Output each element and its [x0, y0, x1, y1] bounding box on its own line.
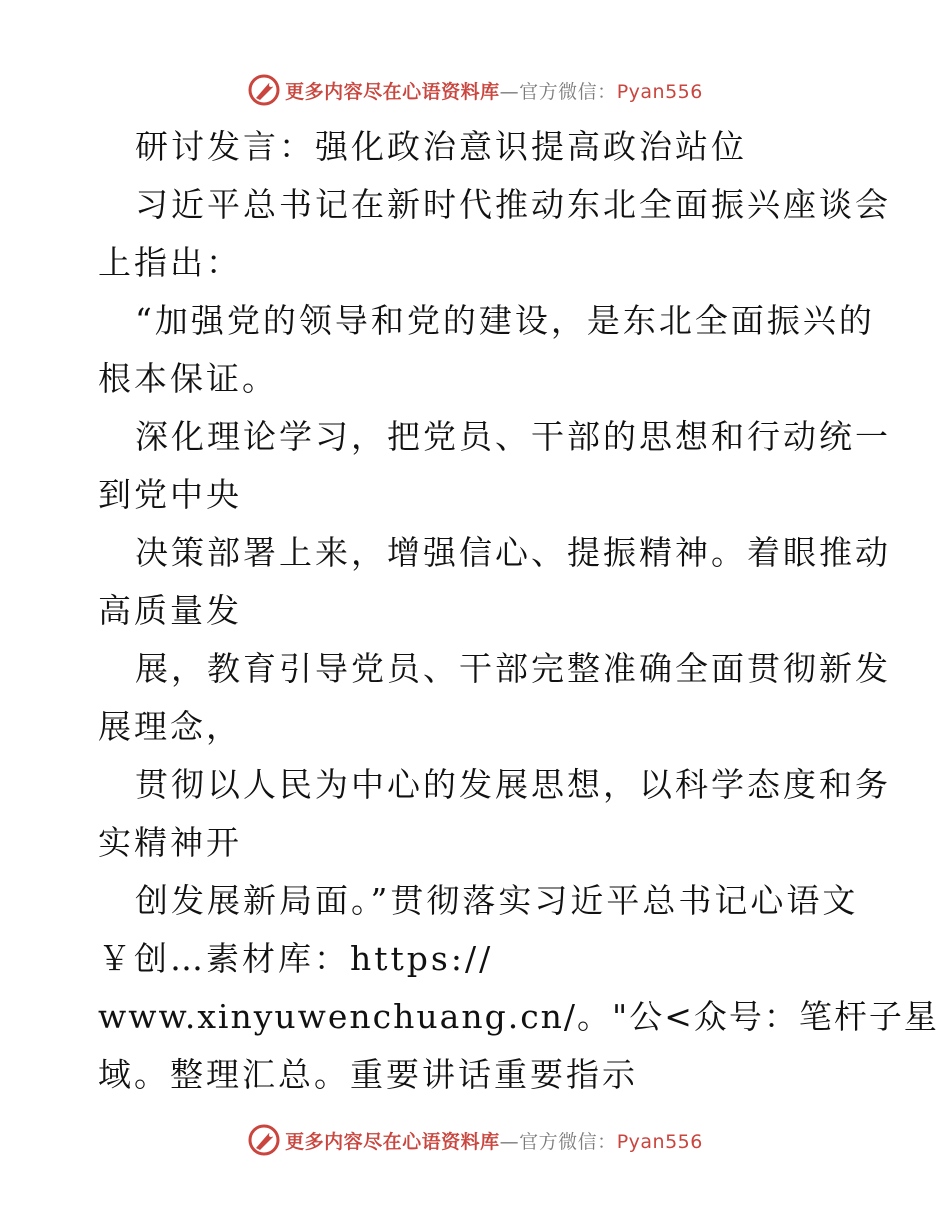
- paragraph-line: 深化理论学习，把党员、干部的思想和行动统一: [135, 417, 891, 456]
- paragraph-line: 到党中央: [98, 475, 242, 514]
- banner-text: [285, 1127, 703, 1154]
- paragraph-line: 展理念，: [98, 707, 242, 746]
- banner-wechat-label: —官方微信：: [499, 80, 617, 103]
- paragraph-line: 决策部署上来，增强信心、提振精神。着眼推动: [135, 533, 891, 572]
- paragraph-line: 高质量发: [98, 591, 242, 630]
- paragraph-line: “加强党的领导和党的建设，是东北全面振兴的: [135, 301, 875, 340]
- paragraph-line: 实精神开: [98, 823, 242, 862]
- banner-wechat-id: Pyan556: [616, 80, 703, 103]
- banner-site-name: 更多内容尽在心语资料库: [285, 1130, 500, 1153]
- paragraph-line: 习近平总书记在新时代推动东北全面振兴座谈会: [135, 185, 891, 224]
- banner-wechat-id: Pyan556: [616, 1130, 703, 1153]
- paragraph-line: 创发展新局面。”贯彻落实习近平总书记心语文: [135, 881, 859, 920]
- document-body: [98, 118, 939, 1104]
- paragraph-line: 贯彻以人民为中心的发展思想，以科学态度和务: [135, 765, 891, 804]
- paragraph-line: 域。整理汇总。重要讲话重要指示: [98, 1055, 638, 1094]
- paragraph-line: ￥创…素材库：https://: [98, 939, 494, 978]
- pen-nib-logo-icon: [247, 73, 281, 107]
- pen-nib-logo-icon: [247, 1123, 281, 1157]
- doc-title: 研讨发言：强化政治意识提高政治站位: [135, 127, 747, 166]
- banner-text: [285, 77, 703, 104]
- header-banner: [0, 70, 950, 110]
- paragraph-line: 上指出：: [98, 243, 242, 282]
- banner-wechat-label: —官方微信：: [499, 1130, 617, 1153]
- footer-banner: [0, 1120, 950, 1160]
- paragraph-line: 根本保证。: [98, 359, 278, 398]
- banner-site-name: 更多内容尽在心语资料库: [285, 80, 500, 103]
- paragraph-line: 展，教育引导党员、干部完整准确全面贯彻新发: [135, 649, 891, 688]
- paragraph-line: www.xinyuwenchuang.cn/。"公<众号：笔杆子星: [98, 997, 939, 1036]
